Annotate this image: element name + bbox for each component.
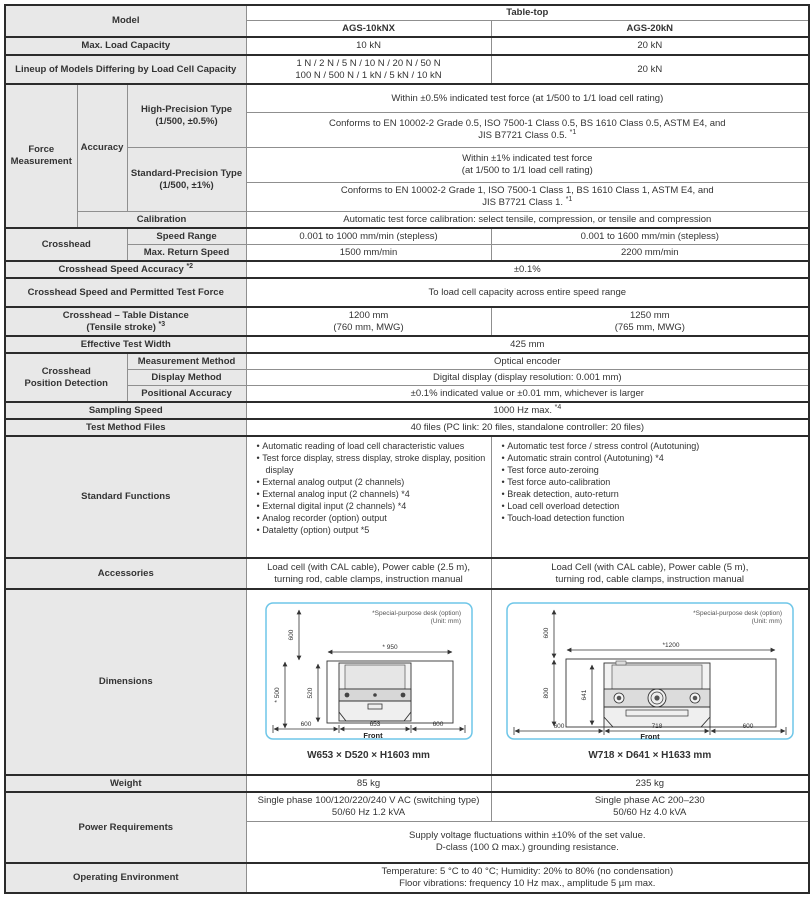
value-max-load-left: 10 kN bbox=[246, 37, 491, 55]
value-max-return-left: 1500 mm/min bbox=[246, 245, 491, 262]
dim-label: *1200 bbox=[662, 642, 680, 650]
label-model: Model bbox=[5, 5, 246, 37]
value-power-left: Single phase 100/120/220/240 V AC (switching type) 50/60 Hz 1.2 kVA bbox=[246, 792, 491, 822]
value-weight-left: 85 kg bbox=[246, 775, 491, 792]
label-high-precision: High-Precision Type (1/500, ±0.5%) bbox=[127, 84, 246, 148]
dimension-diagram-left bbox=[263, 601, 475, 746]
accessories-left: Load cell (with CAL cable), Power cable (2.5 m), turning rod, cable clamps, instruction manual bbox=[246, 558, 491, 589]
dimension-caption-right: W718 × D641 × H1633 mm bbox=[588, 750, 712, 762]
value-power-common: Supply voltage fluctuations within ±10% of the set value. D-class (100 Ω max.) grounding resistance. bbox=[246, 822, 809, 864]
dim-label: 600 bbox=[542, 627, 550, 639]
value-effective-width: 425 mm bbox=[246, 336, 809, 353]
dimensions-right-cell bbox=[491, 589, 809, 775]
label-environment: Operating Environment bbox=[5, 863, 246, 893]
function-item: • Test force auto-calibration bbox=[502, 477, 805, 489]
function-item: • External analog output (2 channels) bbox=[257, 477, 487, 489]
function-item: • Touch-load detection function bbox=[502, 513, 805, 525]
value-environment: Temperature: 5 °C to 40 °C; Humidity: 20% to 80% (no condensation) Floor vibrations: frequency 10 Hz max., amplitude 5 µm max. bbox=[246, 863, 809, 893]
label-crosshead: Crosshead bbox=[5, 228, 127, 261]
value-table-distance-left: 1200 mm (760 mm, MWG) bbox=[246, 307, 491, 336]
value-sp-within: Within ±1% indicated test force (at 1/500 to 1/1 load cell rating) bbox=[246, 148, 809, 183]
function-item: • Automatic strain control (Autotuning) *4 bbox=[502, 453, 805, 465]
dim-label: 718 bbox=[651, 723, 663, 731]
front-label: Front bbox=[362, 731, 383, 741]
function-item: • External digital input (2 channels) *4 bbox=[257, 501, 487, 513]
label-dimensions: Dimensions bbox=[5, 589, 246, 775]
label-accuracy: Accuracy bbox=[77, 84, 127, 212]
label-max-load: Max. Load Capacity bbox=[5, 37, 246, 55]
value-display-method: Digital display (display resolution: 0.001 mm) bbox=[246, 370, 809, 386]
function-item: • Test force display, stress display, stroke display, position display bbox=[257, 453, 487, 477]
label-sampling-speed: Sampling Speed bbox=[5, 402, 246, 419]
function-item: • Automatic reading of load cell characteristic values bbox=[257, 441, 487, 453]
value-calibration: Automatic test force calibration: select tensile, compression, or tensile and compression bbox=[246, 212, 809, 229]
dim-label: 653 bbox=[369, 721, 380, 729]
label-speed-range: Speed Range bbox=[127, 228, 246, 245]
dim-label: 520 bbox=[306, 687, 314, 699]
label-effective-width: Effective Test Width bbox=[5, 336, 246, 353]
value-measurement-method: Optical encoder bbox=[246, 353, 809, 370]
footnote-ref: *4 bbox=[554, 403, 562, 411]
function-item: • Break detection, auto-return bbox=[502, 489, 805, 501]
value-speed-range-right: 0.001 to 1600 mm/min (stepless) bbox=[491, 228, 809, 245]
dim-label: 600 bbox=[300, 721, 311, 729]
dim-label: * 500 bbox=[273, 687, 281, 703]
label-test-method-files: Test Method Files bbox=[5, 419, 246, 436]
function-item: • Automatic test force / stress control (Autotuning) bbox=[502, 441, 805, 453]
function-item: • Test force auto-zeroing bbox=[502, 465, 805, 477]
label-position-detection: Crosshead Position Detection bbox=[5, 353, 127, 402]
value-weight-right: 235 kg bbox=[491, 775, 809, 792]
dim-label: 600 bbox=[432, 721, 443, 729]
dimension-caption-left: W653 × D520 × H1603 mm bbox=[307, 750, 430, 762]
value-positional-accuracy: ±0.1% indicated value or ±0.01 mm, whichever is larger bbox=[246, 386, 809, 403]
function-item: • Load cell overload detection bbox=[502, 501, 805, 513]
dim-label: 600 bbox=[553, 723, 565, 731]
label-max-return: Max. Return Speed bbox=[127, 245, 246, 262]
footnote-ref: *1 bbox=[565, 195, 573, 203]
value-max-load-right: 20 kN bbox=[491, 37, 809, 55]
header-model-right: AGS-20kN bbox=[491, 21, 809, 38]
dimensions-left-cell bbox=[246, 589, 491, 775]
footnote-ref: *3 bbox=[158, 320, 166, 328]
label-lineup: Lineup of Models Differing by Load Cell Capacity bbox=[5, 55, 246, 84]
dim-label: 641 bbox=[580, 689, 588, 701]
value-lineup-left: 1 N / 2 N / 5 N / 10 N / 20 N / 50 N 100 N / 500 N / 1 kN / 5 kN / 10 kN bbox=[246, 55, 491, 84]
function-item: • External analog input (2 channels) *4 bbox=[257, 489, 487, 501]
dimension-diagram-right bbox=[504, 601, 796, 746]
value-hp-within: Within ±0.5% indicated test force (at 1/500 to 1/1 load cell rating) bbox=[246, 84, 809, 113]
accessories-right: Load Cell (with CAL cable), Power cable (5 m), turning rod, cable clamps, instruction manual bbox=[491, 558, 809, 589]
value-power-right: Single phase AC 200–230 50/60 Hz 4.0 kVA bbox=[491, 792, 809, 822]
label-speed-force: Crosshead Speed and Permitted Test Force bbox=[5, 278, 246, 307]
dim-label: 600 bbox=[287, 629, 295, 641]
value-table-distance-right: 1250 mm (765 mm, MWG) bbox=[491, 307, 809, 336]
value-sampling-speed: 1000 Hz max. $^{*4}$ bbox=[246, 402, 809, 419]
label-calibration: Calibration bbox=[77, 212, 246, 229]
dim-label: 600 bbox=[742, 723, 754, 731]
standard-functions-left bbox=[246, 436, 491, 558]
value-hp-conform: Conforms to EN 10002-2 Grade 0.5, ISO 7500-1 Class 0.5, BS 1610 Class 0.5, ASTM E4, and JIS B7721 Class 0.5. $^{*1}$ bbox=[246, 113, 809, 148]
standard-functions-right bbox=[491, 436, 809, 558]
diagram-note: *Special-purpose desk (option) bbox=[692, 610, 782, 618]
spec-table bbox=[4, 4, 810, 894]
label-table-distance: Crosshead – Table Distance (Tensile stroke) $^{*3}$ bbox=[5, 307, 246, 336]
label-display-method: Display Method bbox=[127, 370, 246, 386]
value-speed-accuracy: ±0.1% bbox=[246, 261, 809, 278]
diagram-note: (Unit: mm) bbox=[751, 618, 782, 626]
label-measurement-method: Measurement Method bbox=[127, 353, 246, 370]
dim-label: * 950 bbox=[381, 644, 398, 652]
label-speed-accuracy: Crosshead Speed Accuracy $^{*2}$ bbox=[5, 261, 246, 278]
footnote-ref: *1 bbox=[569, 128, 577, 136]
value-speed-force: To load cell capacity across entire speed range bbox=[246, 278, 809, 307]
label-force-measurement: Force Measurement bbox=[5, 84, 77, 228]
value-test-method-files: 40 files (PC link: 20 files, standalone controller: 20 files) bbox=[246, 419, 809, 436]
function-item: • Dataletty (option) output *5 bbox=[257, 525, 487, 537]
diagram-note: *Special-purpose desk (option) bbox=[371, 610, 461, 618]
header-model-left: AGS-10kNX bbox=[246, 21, 491, 38]
label-weight: Weight bbox=[5, 775, 246, 792]
value-max-return-right: 2200 mm/min bbox=[491, 245, 809, 262]
label-standard-precision: Standard-Precision Type (1/500, ±1%) bbox=[127, 148, 246, 212]
dim-label: 800 bbox=[542, 687, 550, 699]
front-label: Front bbox=[640, 732, 660, 742]
label-accessories: Accessories bbox=[5, 558, 246, 589]
label-power: Power Requirements bbox=[5, 792, 246, 863]
value-sp-conform: Conforms to EN 10002-2 Grade 1, ISO 7500-1 Class 1, BS 1610 Class 1, ASTM E4, and JIS B7721 Class 1. $^{*1}$ bbox=[246, 183, 809, 212]
label-positional-accuracy: Positional Accuracy bbox=[127, 386, 246, 403]
value-lineup-right: 20 kN bbox=[491, 55, 809, 84]
value-speed-range-left: 0.001 to 1000 mm/min (stepless) bbox=[246, 228, 491, 245]
function-item: • Analog recorder (option) output bbox=[257, 513, 487, 525]
diagram-note: (Unit: mm) bbox=[430, 618, 461, 626]
header-group: Table-top bbox=[246, 5, 809, 21]
footnote-ref: *2 bbox=[186, 262, 194, 270]
label-standard-functions: Standard Functions bbox=[5, 436, 246, 558]
